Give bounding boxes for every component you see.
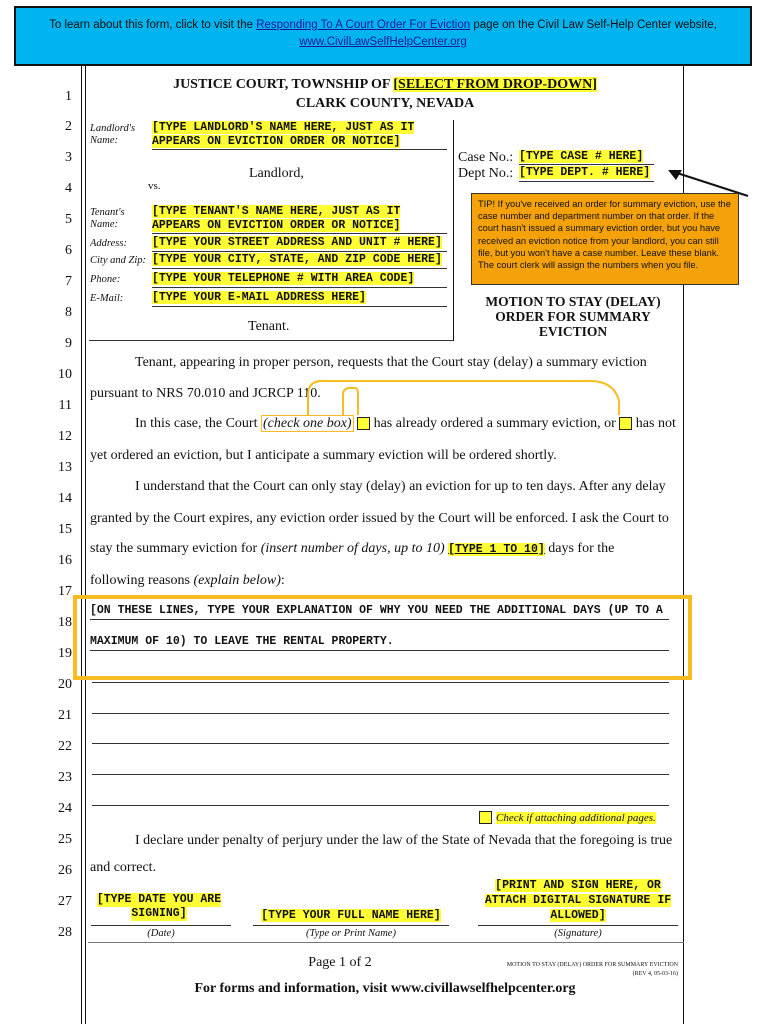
signature-underline — [478, 925, 678, 926]
banner-text-before: To learn about this form, click to visit the — [49, 19, 257, 31]
writing-line[interactable] — [92, 805, 669, 806]
line-number: 12 — [58, 429, 72, 444]
writing-line[interactable] — [92, 774, 669, 775]
city-zip-underline — [152, 268, 447, 269]
landlord-role: Landlord, — [249, 166, 304, 181]
intro-line-2: pursuant to NRS 70.010 and JCRCP 110. — [90, 386, 321, 401]
caption-divider — [453, 120, 454, 341]
line-number: 9 — [65, 336, 72, 351]
city-zip-label: City and Zip: — [90, 255, 147, 266]
name-underline — [253, 925, 449, 926]
page-number: Page 1 of 2 — [308, 955, 372, 970]
left-margin-line-1 — [81, 66, 82, 1024]
line-number: 11 — [58, 398, 72, 413]
line-number: 7 — [65, 274, 72, 289]
name-field[interactable] — [253, 909, 449, 922]
tenant-underline — [152, 233, 447, 234]
already-ordered-text: has already ordered a summary eviction, or — [370, 416, 620, 431]
not-yet-ordered-checkbox[interactable] — [619, 417, 632, 430]
vs-text: vs. — [148, 180, 161, 192]
not-yet-text: has not — [632, 416, 676, 431]
already-ordered-checkbox[interactable] — [357, 417, 370, 430]
case-no-label: Case No.: — [458, 150, 514, 165]
understand-line-1: I understand that the Court can only stay (delay) an eviction for up to ten days. After any delay — [135, 479, 666, 494]
signature-value-line-3: ALLOWED] — [550, 909, 606, 922]
stay-days-line — [90, 541, 614, 557]
footer-revision: (REV 4, 05-03-16) — [632, 971, 678, 977]
line-number: 15 — [58, 522, 72, 537]
signature-caption: (Signature) — [554, 928, 602, 939]
caption-bottom-rule — [89, 340, 453, 341]
check-one-hint: (check one box) — [262, 416, 352, 431]
signature-value-line-2: ATTACH DIGITAL SIGNATURE IF — [484, 894, 672, 907]
dept-no-field[interactable]: [TYPE DEPT. # HERE] — [519, 166, 651, 179]
explanation-line-2[interactable]: MAXIMUM OF 10) TO LEAVE THE RENTAL PROPERTY. — [90, 635, 394, 648]
line-number: 17 — [58, 584, 72, 599]
tenant-role: Tenant. — [248, 319, 290, 334]
line-number: 22 — [58, 739, 72, 754]
banner-text-after: page on the Civil Law Self-Help Center website, — [470, 19, 717, 31]
name-caption: (Type or Print Name) — [306, 928, 396, 939]
stay-days-prefix: stay the summary eviction for — [90, 541, 261, 556]
dept-no-underline — [519, 181, 654, 182]
phone-field[interactable]: [TYPE YOUR TELEPHONE # WITH AREA CODE] — [152, 272, 415, 285]
declaration-line-1: I declare under penalty of perjury under the law of the State of Nevada that the foregoing is true — [135, 833, 673, 848]
line-number: 6 — [65, 243, 72, 258]
city-zip-field[interactable]: [TYPE YOUR CITY, STATE, AND ZIP CODE HERE] — [152, 253, 442, 266]
title-line-3: EVICTION — [538, 324, 608, 339]
address-field[interactable]: [TYPE YOUR STREET ADDRESS AND UNIT # HERE] — [152, 236, 442, 249]
footer-site-note: For forms and information, visit www.civillawselfhelpcenter.org — [194, 981, 576, 996]
info-banner — [14, 6, 752, 66]
court-header — [150, 77, 620, 93]
footer-rule — [88, 942, 684, 943]
writing-line[interactable] — [92, 682, 669, 683]
explanation-line-1[interactable]: [ON THESE LINES, TYPE YOUR EXPLANATION OF WHY YOU NEED THE ADDITIONAL DAYS (UP TO A — [90, 604, 663, 617]
line-number: 21 — [58, 708, 72, 723]
tenant-name-line1[interactable]: [TYPE TENANT'S NAME HERE, JUST AS IT — [152, 205, 401, 218]
reasons-colon: : — [280, 573, 285, 588]
title-line-2: ORDER FOR SUMMARY — [495, 309, 651, 324]
court-prefix: JUSTICE COURT, TOWNSHIP OF — [173, 77, 394, 92]
declaration-line-2: and correct. — [90, 860, 157, 875]
reasons-line — [90, 573, 285, 589]
dept-no-label: Dept No.: — [458, 166, 514, 181]
stay-days-suffix: days for the — [544, 541, 615, 556]
line-number: 27 — [58, 894, 72, 909]
left-margin-line-2 — [85, 66, 86, 1024]
line-number: 18 — [58, 615, 72, 630]
line-number: 10 — [58, 367, 72, 382]
landlord-name-line1[interactable]: [TYPE LANDLORD'S NAME HERE, JUST AS IT — [152, 121, 415, 134]
landlord-underline — [152, 149, 447, 150]
writing-line[interactable] — [92, 743, 669, 744]
court-status-line — [135, 416, 676, 432]
date-caption: (Date) — [147, 928, 175, 939]
writing-line[interactable] — [92, 713, 669, 714]
address-label: Address: — [90, 238, 127, 249]
phone-label: Phone: — [90, 274, 121, 285]
court-status-prefix: In this case, the Court — [135, 416, 261, 431]
attach-pages-checkbox[interactable] — [479, 811, 492, 824]
attach-pages-row — [479, 808, 656, 826]
explanation-rule-2 — [90, 650, 669, 651]
line-number: 5 — [65, 212, 72, 227]
date-value-line-2: SIGNING] — [131, 907, 187, 920]
case-no-underline — [519, 164, 654, 165]
line-number: 23 — [58, 770, 72, 785]
line-number: 13 — [58, 460, 72, 475]
line-number: 14 — [58, 491, 72, 506]
line-number: 24 — [58, 801, 72, 816]
court-status-line-2: yet ordered an eviction, but I anticipate a summary eviction will be ordered shortly. — [90, 448, 557, 463]
line-number: 16 — [58, 553, 72, 568]
reasons-prefix: following reasons — [90, 573, 194, 588]
line-number: 2 — [65, 119, 72, 134]
line-number: 20 — [58, 677, 72, 692]
tip-box: TIP! If you've received an order for summary eviction, use the case number and department number on that order. If the court hasn't issued a summary eviction order, but you have received an eviction notice from your landlord, you can still file, but you won't have a case number. Leave these blank. The court clerk will assign the numbers when you file. — [471, 193, 739, 285]
understand-line-2: granted by the Court expires, any eviction order issued by the Court will be enforced. I ask the Court to — [90, 511, 669, 526]
landlord-name-label: Landlord's Name: — [90, 123, 136, 146]
line-number: 1 — [65, 89, 72, 104]
stay-days-field[interactable]: [TYPE 1 TO 10] — [448, 543, 545, 556]
name-value: [TYPE YOUR FULL NAME HERE] — [261, 909, 441, 922]
line-number: 8 — [65, 305, 72, 320]
intro-line-1: Tenant, appearing in proper person, requests that the Court stay (delay) a summary eviction — [135, 355, 647, 370]
county-header: CLARK COUNTY, NEVADA — [295, 96, 475, 111]
signature-value-line-1: [PRINT AND SIGN HERE, OR — [495, 879, 661, 892]
date-underline — [91, 925, 231, 926]
email-label: E-Mail: — [90, 293, 124, 304]
line-number: 3 — [65, 150, 72, 165]
line-number: 25 — [58, 832, 72, 847]
date-value-line-1: [TYPE DATE YOU ARE — [96, 893, 222, 906]
line-number: 28 — [58, 925, 72, 940]
line-number: 19 — [58, 646, 72, 661]
checkbox-bracket — [300, 377, 640, 417]
phone-underline — [152, 287, 447, 288]
tenant-name-line2[interactable]: APPEARS ON EVICTION ORDER OR NOTICE] — [152, 219, 401, 232]
address-underline — [152, 251, 447, 252]
title-line-1: MOTION TO STAY (DELAY) — [485, 294, 661, 309]
email-underline — [152, 306, 447, 307]
signature-field[interactable] — [478, 878, 678, 923]
line-number: 26 — [58, 863, 72, 878]
reasons-hint: (explain below) — [193, 573, 281, 588]
stay-days-hint: (insert number of days, up to 10) — [260, 541, 445, 556]
line-number: 4 — [65, 181, 72, 196]
site-link[interactable]: www.CivilLawSelfHelpCenter.org — [299, 36, 467, 48]
case-no-field[interactable]: [TYPE CASE # HERE] — [519, 150, 644, 163]
footer-form-name: MOTION TO STAY (DELAY) ORDER FOR SUMMARY EVICTION — [506, 962, 678, 968]
form-info-link[interactable]: Responding To A Court Order For Eviction — [256, 19, 471, 31]
attach-pages-label: Check if attaching additional pages. — [496, 812, 656, 824]
date-field[interactable] — [92, 893, 226, 921]
explanation-rule-1 — [90, 619, 669, 620]
email-field[interactable]: [TYPE YOUR E-MAIL ADDRESS HERE] — [152, 291, 366, 304]
motion-title — [468, 294, 678, 339]
township-dropdown[interactable]: [SELECT FROM DROP-DOWN] — [393, 77, 597, 92]
landlord-name-line2[interactable]: APPEARS ON EVICTION ORDER OR NOTICE] — [152, 135, 401, 148]
tenant-name-label: Tenant's Name: — [90, 207, 125, 230]
